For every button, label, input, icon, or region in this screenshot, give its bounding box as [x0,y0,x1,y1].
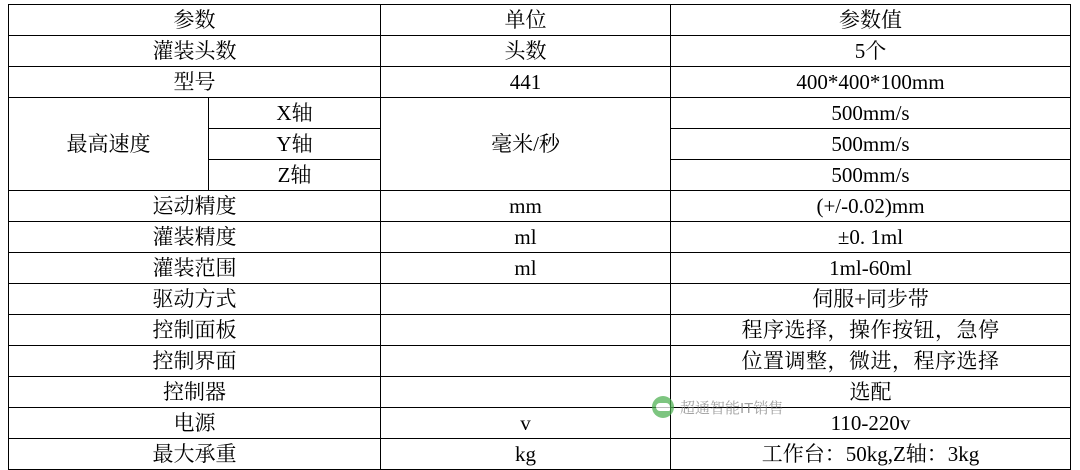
row-value: 500mm/s [671,129,1071,160]
row-param: 控制界面 [9,346,381,377]
row-value: 工作台：50kg,Z轴：3kg [671,439,1071,470]
row-value: 5个 [671,36,1071,67]
row-unit: ml [381,222,671,253]
row-param: 电源 [9,408,381,439]
row-param: 驱动方式 [9,284,381,315]
row-unit [381,284,671,315]
table-row [9,67,1071,98]
row-value: 伺服+同步带 [671,284,1071,315]
spec-table-container [8,4,1070,470]
table-row [9,377,1071,408]
row-param: 灌装范围 [9,253,381,284]
row-value: 110-220v [671,408,1071,439]
header-value: 参数值 [671,5,1071,36]
row-value: 选配 [671,377,1071,408]
table-row [9,346,1071,377]
spec-table [8,4,1071,470]
row-unit: 毫米/秒 [381,98,671,191]
row-param: 最大承重 [9,439,381,470]
row-param: 最高速度 [9,98,209,191]
row-param: 型号 [9,67,381,98]
row-sub-axis: X轴 [209,98,381,129]
table-row [9,191,1071,222]
row-value: 500mm/s [671,160,1071,191]
row-unit: mm [381,191,671,222]
row-unit [381,315,671,346]
table-row [9,253,1071,284]
table-row [9,439,1071,470]
row-unit: ml [381,253,671,284]
row-unit [381,377,671,408]
row-unit: 头数 [381,36,671,67]
table-row [9,408,1071,439]
row-value: (+/-0.02)mm [671,191,1071,222]
row-value: 位置调整，微进，程序选择 [671,346,1071,377]
table-header-row [9,5,1071,36]
row-param: 控制器 [9,377,381,408]
row-param: 运动精度 [9,191,381,222]
row-value: 程序选择，操作按钮，急停 [671,315,1071,346]
watermark-text: 超通智能IT销售 [680,399,784,417]
row-value: 400*400*100mm [671,67,1071,98]
row-unit: v [381,408,671,439]
row-sub-axis: Z轴 [209,160,381,191]
row-param: 灌装精度 [9,222,381,253]
row-unit: kg [381,439,671,470]
table-row [9,36,1071,67]
table-row [9,98,1071,129]
table-row [9,315,1071,346]
row-param: 灌装头数 [9,36,381,67]
table-row [9,284,1071,315]
header-unit: 单位 [381,5,671,36]
row-param: 控制面板 [9,315,381,346]
row-value: 1ml-60ml [671,253,1071,284]
table-row [9,222,1071,253]
row-value: 500mm/s [671,98,1071,129]
row-unit [381,346,671,377]
row-value: ±0. 1ml [671,222,1071,253]
header-param: 参数 [9,5,381,36]
row-sub-axis: Y轴 [209,129,381,160]
row-unit: 441 [381,67,671,98]
